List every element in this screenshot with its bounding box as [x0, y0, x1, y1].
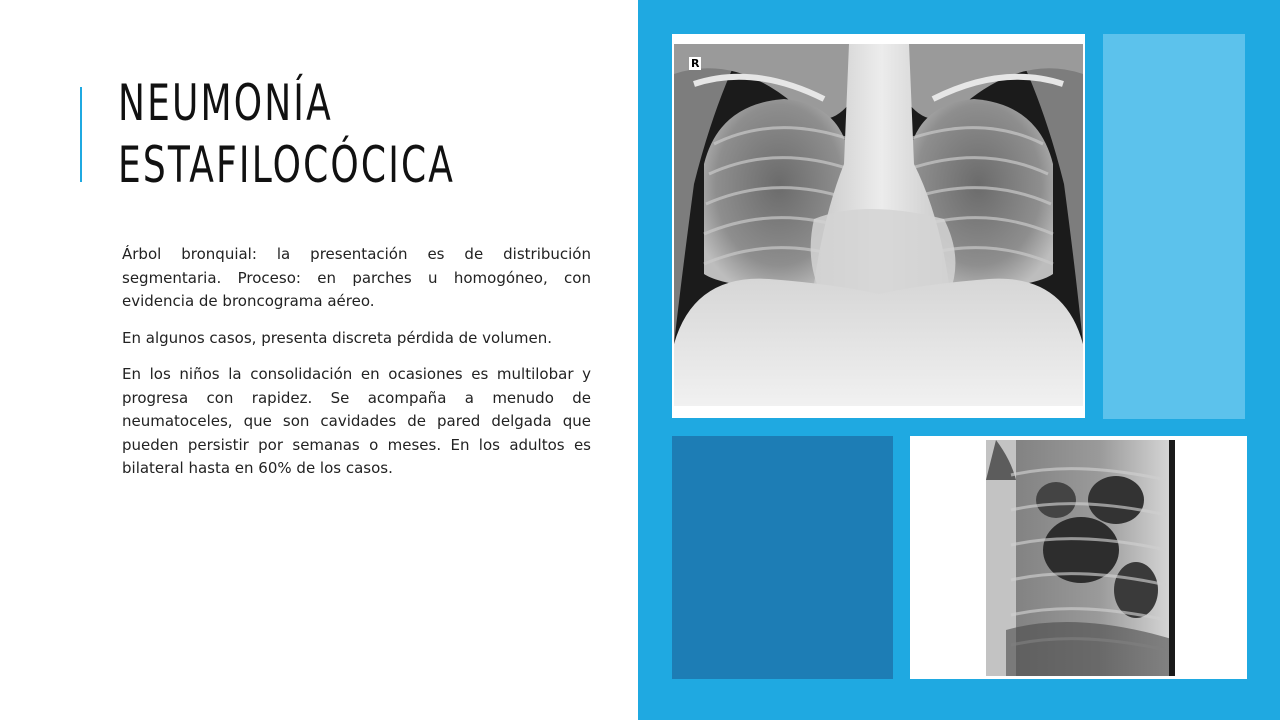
body-paragraph-1: Árbol bronquial: la presentación es de distribución segmentaria. Proceso: en parches u homogóneo, con evidencia de broncograma aéreo.	[122, 245, 591, 310]
chest-xray-lateral-graphic	[986, 440, 1175, 676]
chest-xray-lateral-image	[910, 436, 1247, 679]
slide-body	[122, 243, 591, 494]
slide-title-line-1: NEUMONÍA	[118, 74, 333, 132]
xray-side-marker: R	[691, 57, 700, 70]
body-paragraph-2: En algunos casos, presenta discreta pérdida de volumen.	[122, 328, 553, 347]
body-paragraph-3: En los niños la consolidación en ocasiones es multilobar y progresa con rapidez. Se acompaña a menudo de neumatoceles, que son cavidades de pared delgada que pueden persistir por semanas o meses. En los adultos es bilateral hasta en 60% de los casos.	[122, 365, 591, 477]
chest-xray-frontal-graphic	[674, 44, 1083, 406]
chest-xray-frontal-image	[672, 34, 1085, 418]
decorative-light-tile	[1103, 34, 1245, 419]
decorative-dark-tile	[672, 436, 893, 679]
title-accent-line	[80, 87, 82, 182]
slide-title	[118, 72, 478, 196]
slide-title-line-2: ESTAFILOCÓCICA	[118, 136, 456, 194]
